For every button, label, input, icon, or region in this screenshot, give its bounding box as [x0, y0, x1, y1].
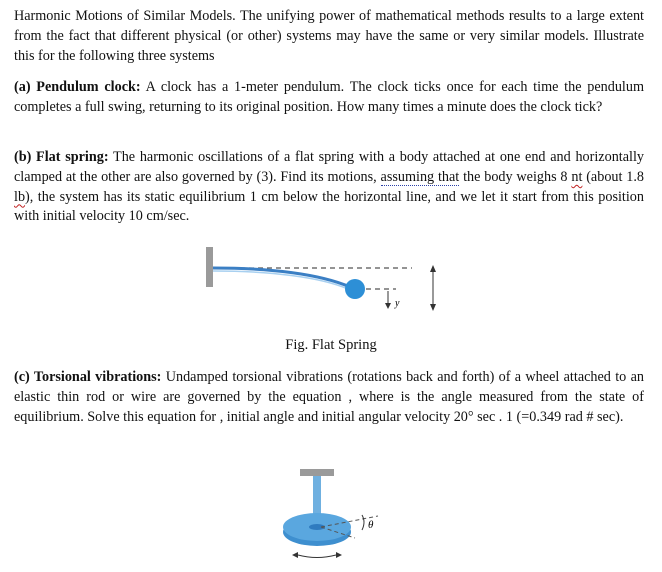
part-c-label: (c) Torsional vibrations: — [14, 369, 162, 385]
spring-mass-ball — [345, 279, 365, 299]
wall-clamp — [206, 247, 213, 287]
theta-arc — [362, 515, 364, 530]
theta-label: θ — [368, 519, 374, 531]
intro-text: Harmonic Motions of Similar Models. The unifying power of mathematical methods results to a large extent from the fact that different physical (or other) systems may have the same or very similar models. Illustrate this for the following three systems — [14, 8, 644, 64]
part-b-dotted-phrase: assuming that — [380, 168, 460, 185]
part-b-text-2: the body weighs 8 — [459, 168, 572, 185]
part-c-paragraph — [14, 368, 644, 427]
flat-spring-figure — [206, 247, 436, 311]
part-a-label: (a) Pendulum clock: — [14, 79, 141, 95]
part-b-text-4: ), the system has its static equilibrium 1 cm below the horizontal line, and we let it start from this position with initial velocity 10 cm/sec. — [14, 188, 644, 225]
torsional-wheel-figure — [283, 469, 378, 558]
part-b-label: (b) Flat spring: — [14, 149, 109, 165]
part-b-unit-nt: nt — [571, 168, 583, 185]
ceiling-mount — [300, 469, 334, 476]
part-b-text-1: The harmonic oscillations of a flat spring with a body attached at one end and horizontally clamped at the other are also governed by (3). Find its motions, — [14, 149, 645, 185]
part-b-text-3: (about 1.8 — [582, 168, 645, 185]
figure-caption: Fig. Flat Spring — [285, 337, 377, 353]
part-a-text: A clock has a 1-meter pendulum. The clock ticks once for each time the pendulum completes a full swing, returning to its original position. How many times a minute does the clock tick? — [14, 79, 645, 115]
rotation-arrow — [298, 555, 336, 558]
part-c-text: Undamped torsional vibrations (rotations back and forth) of a wheel attached to an elastic thin rod or wire are governed by the equation , where is the angle measured from the state of equilibrium. Solve this equation for , initial angle and initial angular velocity 20° sec . 1 (=0.349 rad # sec). — [14, 369, 644, 425]
part-b-unit-lb: lb — [14, 188, 26, 205]
y-axis-label: y — [395, 298, 400, 309]
